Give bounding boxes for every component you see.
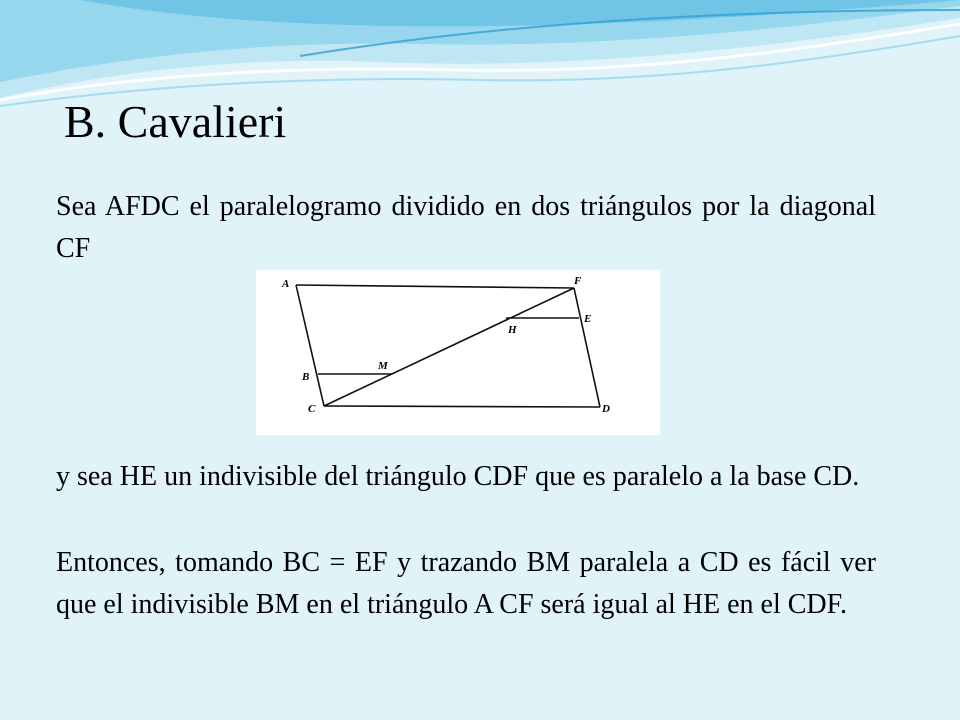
paragraph-conclusion: Entonces, tomando BC = EF y trazando BM paralela a CD es fácil ver que el indivisible BM en el triángulo A CF será igual al HE en el CDF. [56,547,876,620]
slide-title: B. Cavalieri [64,96,287,147]
parallelogram-diagram [256,270,660,435]
paragraph-indivisible: y sea HE un indivisible del triángulo CDF que es paralelo a la base CD. [56,461,860,492]
label-B: B [302,371,310,383]
side-AF [296,285,574,288]
label-H: H [508,324,517,336]
label-F: F [574,275,582,287]
diagonal-CF [324,288,574,406]
label-A: A [282,278,290,290]
side-CD [324,406,600,407]
label-C: C [308,403,316,415]
label-M: M [378,360,388,372]
side-AC [296,285,324,406]
side-FD [574,288,600,407]
label-D: D [602,403,610,415]
label-E: E [584,313,592,325]
paragraph-intro: Sea AFDC el paralelogramo dividido en dos triángulos por la diagonal CF [56,191,876,264]
parallelogram-figure [256,270,660,435]
